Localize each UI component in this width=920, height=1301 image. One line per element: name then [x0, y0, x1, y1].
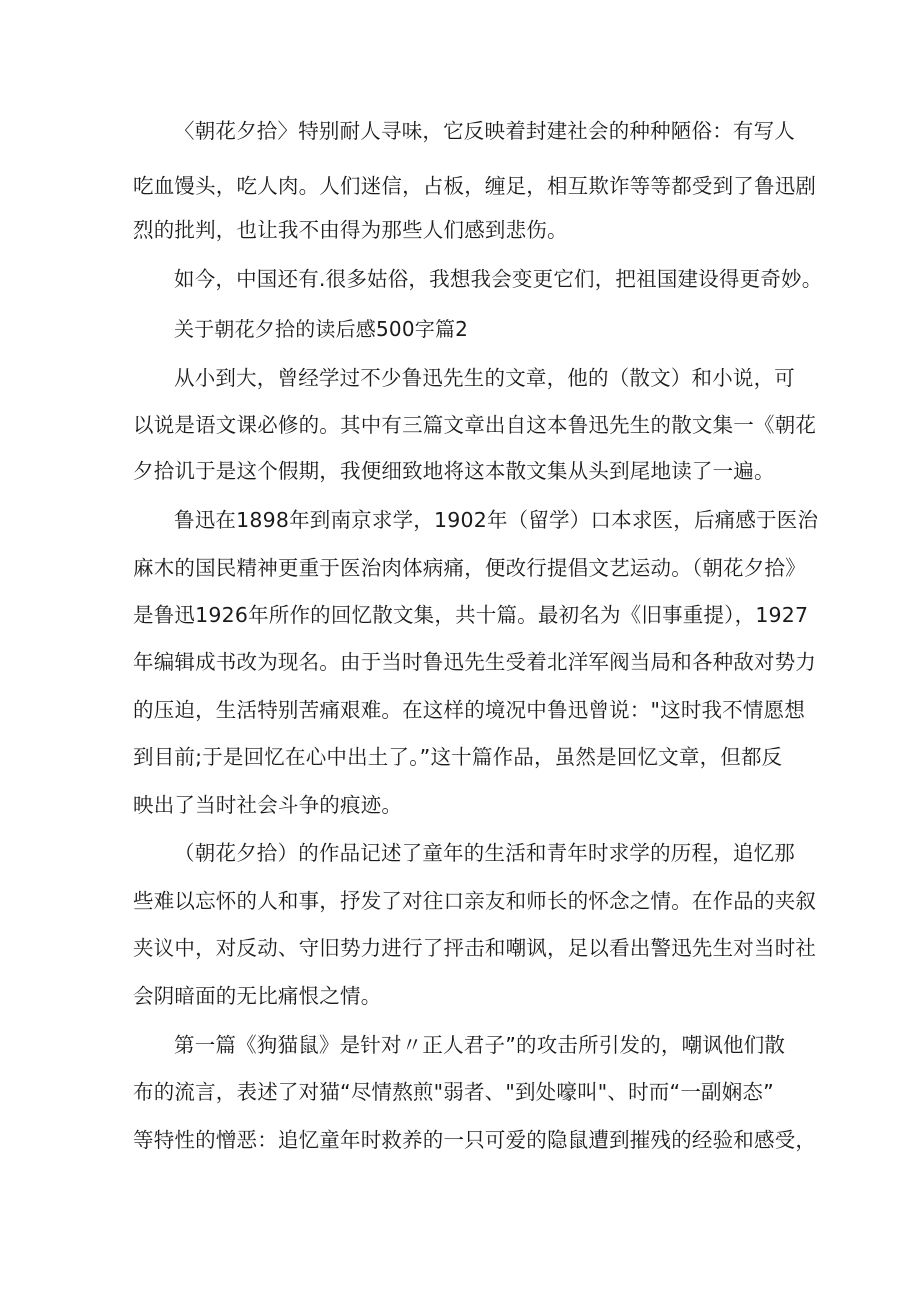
text-line: 鲁迅在1898年到南京求学，1902年（留学）口本求医，后痛感于医治	[174, 508, 819, 532]
text-line: 如今，中国还有.很多姑俗，我想我会变更它们，把祖国建设得更奇妙。	[174, 267, 823, 291]
text-line: 吃血馒头，吃人肉。人们迷信，占板，缠足，相互欺诈等等都受到了鲁迅剧	[133, 174, 817, 198]
text-line: 以说是语文课必修的。其中有三篇文章出自这本鲁迅先生的散文集一《朝花	[133, 413, 817, 437]
text-line: 是鲁迅1926年所作的回忆散文集，共十篇。最初名为《旧事重提），1927	[133, 603, 809, 627]
text-line: 布的流言，表述了对猫“尽情熬煎"弱者、"到处嚎叫"、时而“一副娴态”	[133, 1080, 774, 1104]
text-line: 夹议中，对反动、守旧势力进行了抨击和嘲讽，足以看出警迅先生对当时社	[133, 936, 817, 960]
text-line: 第一篇《狗猫鼠》是针对〃正人君子”的攻击所引发的，嘲讽他们散	[174, 1033, 786, 1057]
text-line: 会阴暗面的无比痛恨之情。	[133, 984, 382, 1008]
text-line: （朝花夕拾）的作品记述了童年的生活和青年时求学的历程，追忆那	[174, 841, 795, 865]
text-line: 的压迫，生活特别苦痛艰难。在这样的境况中鲁迅曾说："这时我不情愿想	[133, 698, 806, 722]
text-line: 麻木的国民精神更重于医治肉体病痛，便改行提倡文艺运动。（朝花夕拾》	[133, 556, 806, 580]
text-line: 从小到大，曾经学过不少鲁迅先生的文章，他的（散文）和小说，可	[174, 366, 795, 390]
section-heading: 关于朝花夕拾的读后感500字篇2	[174, 317, 469, 341]
text-line: 等特性的憎恶：追忆童年时救养的一只可爱的隐鼠遭到摧残的经验和感受，	[133, 1128, 817, 1152]
text-line: 些难以忘怀的人和事，抒发了对往口亲友和师长的怀念之情。在作品的夹叙	[133, 889, 817, 913]
text-line: 〈朝花夕拾〉特别耐人寻味，它反映着封建社会的种种陋俗：有写人	[174, 119, 795, 143]
text-line: 烈的批判，也让我不由得为那些人们感到悲伤。	[133, 218, 568, 242]
text-line: 到目前;于是回忆在心中出土了。”这十篇作品，虽然是回忆文章，但都反	[133, 745, 783, 769]
text-line: 年编辑成书改为现名。由于当时鲁迅先生受着北洋军阀当局和各种敌对势力	[133, 650, 817, 674]
text-line: 映出了当时社会斗争的痕迹。	[133, 793, 403, 817]
text-line: 夕拾讥于是这个假期，我便细致地将这本散文集从头到尾地读了一遍。	[133, 459, 775, 483]
